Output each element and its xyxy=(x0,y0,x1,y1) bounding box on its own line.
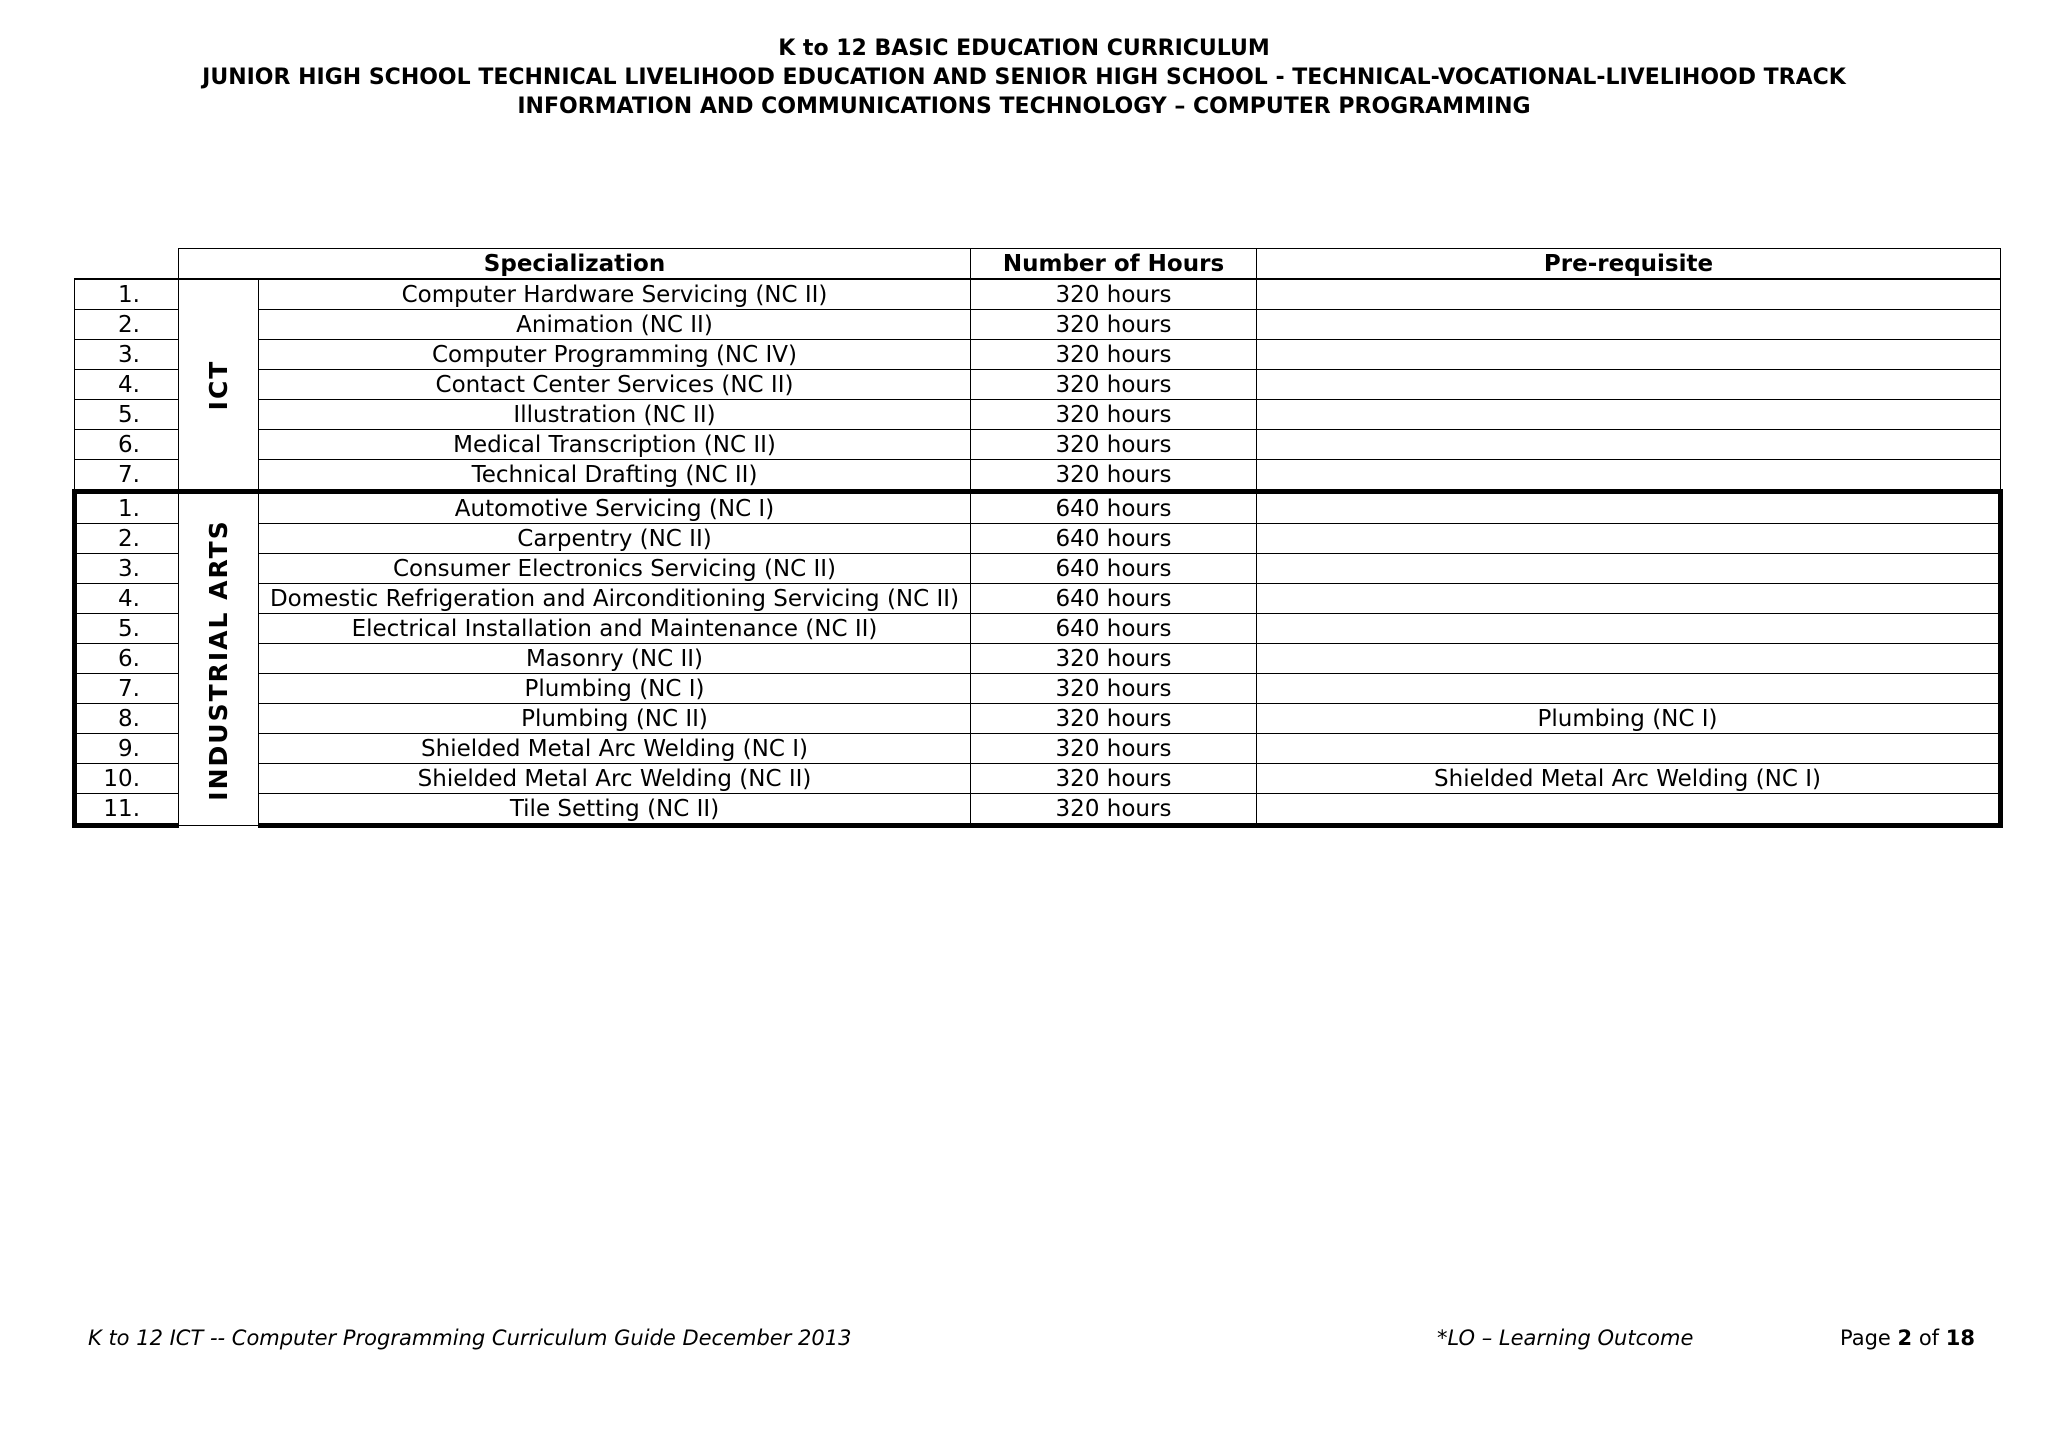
row-number: 1. xyxy=(75,492,179,524)
specialization-cell: Carpentry (NC II) xyxy=(259,524,971,554)
page-total: 18 xyxy=(1945,1326,1975,1350)
specialization-cell: Plumbing (NC II) xyxy=(259,704,971,734)
row-number: 7. xyxy=(75,674,179,704)
prerequisite-cell xyxy=(1257,430,2001,460)
group-label-ict xyxy=(179,279,259,492)
specialization-cell: Electrical Installation and Maintenance (NC II) xyxy=(259,614,971,644)
hours-cell: 640 hours xyxy=(971,554,1257,584)
prerequisite-cell: Plumbing (NC I) xyxy=(1257,704,2001,734)
table-row xyxy=(75,584,2001,614)
page-of: of xyxy=(1912,1326,1946,1350)
table-row xyxy=(75,734,2001,764)
row-number: 2. xyxy=(75,524,179,554)
prerequisite-cell xyxy=(1257,614,2001,644)
footer-page-number xyxy=(1840,1326,1975,1350)
row-number: 7. xyxy=(75,460,179,492)
hours-cell: 320 hours xyxy=(971,794,1257,826)
footer-guide-title: K to 12 ICT -- Computer Programming Curriculum Guide December 2013 xyxy=(88,1326,852,1350)
table-row xyxy=(75,430,2001,460)
table-row xyxy=(75,644,2001,674)
specialization-cell: Shielded Metal Arc Welding (NC I) xyxy=(259,734,971,764)
row-number: 3. xyxy=(75,340,179,370)
row-number: 3. xyxy=(75,554,179,584)
specialization-cell: Consumer Electronics Servicing (NC II) xyxy=(259,554,971,584)
table-row xyxy=(75,524,2001,554)
table-row xyxy=(75,340,2001,370)
group-label-text: ICT xyxy=(203,359,233,410)
header-blank-cell xyxy=(75,249,179,280)
table-row xyxy=(75,764,2001,794)
prerequisite-cell xyxy=(1257,492,2001,524)
specialization-cell: Medical Transcription (NC II) xyxy=(259,430,971,460)
hours-cell: 320 hours xyxy=(971,279,1257,310)
hours-cell: 320 hours xyxy=(971,460,1257,492)
specialization-cell: Masonry (NC II) xyxy=(259,644,971,674)
specialization-table xyxy=(72,248,2003,828)
table-header-row xyxy=(75,249,2001,280)
prerequisite-cell xyxy=(1257,584,2001,614)
prerequisite-cell xyxy=(1257,524,2001,554)
header-subtitle: JUNIOR HIGH SCHOOL TECHNICAL LIVELIHOOD EDUCATION AND SENIOR HIGH SCHOOL - TECHNICAL-VOCATIONAL-LIVELIHOOD TRACK xyxy=(202,65,1846,90)
hours-cell: 640 hours xyxy=(971,524,1257,554)
prerequisite-cell xyxy=(1257,460,2001,492)
row-number: 6. xyxy=(75,644,179,674)
hours-cell: 320 hours xyxy=(971,764,1257,794)
page-current: 2 xyxy=(1897,1326,1913,1350)
table-row xyxy=(75,460,2001,492)
prerequisite-cell xyxy=(1257,734,2001,764)
hours-cell: 640 hours xyxy=(971,492,1257,524)
row-number: 4. xyxy=(75,370,179,400)
column-header-specialization: Specialization xyxy=(179,249,971,280)
hours-cell: 320 hours xyxy=(971,644,1257,674)
prerequisite-cell xyxy=(1257,400,2001,430)
table-row xyxy=(75,279,2001,310)
row-number: 5. xyxy=(75,400,179,430)
page-prefix: Page xyxy=(1840,1326,1898,1350)
specialization-cell: Animation (NC II) xyxy=(259,310,971,340)
specialization-cell: Tile Setting (NC II) xyxy=(259,794,971,826)
row-number: 11. xyxy=(75,794,179,826)
prerequisite-cell xyxy=(1257,370,2001,400)
specialization-cell: Automotive Servicing (NC I) xyxy=(259,492,971,524)
row-number: 5. xyxy=(75,614,179,644)
table-row xyxy=(75,492,2001,524)
group-label-text: INDUSTRIAL ARTS xyxy=(203,518,233,801)
table-row xyxy=(75,554,2001,584)
prerequisite-cell xyxy=(1257,794,2001,826)
hours-cell: 320 hours xyxy=(971,370,1257,400)
row-number: 10. xyxy=(75,764,179,794)
table-row xyxy=(75,704,2001,734)
prerequisite-cell xyxy=(1257,310,2001,340)
table-row xyxy=(75,674,2001,704)
specialization-cell: Contact Center Services (NC II) xyxy=(259,370,971,400)
specialization-cell: Illustration (NC II) xyxy=(259,400,971,430)
table-body xyxy=(75,279,2001,826)
header-program: INFORMATION AND COMMUNICATIONS TECHNOLOGY – COMPUTER PROGRAMMING xyxy=(517,94,1531,119)
row-number: 9. xyxy=(75,734,179,764)
hours-cell: 320 hours xyxy=(971,430,1257,460)
table-row xyxy=(75,794,2001,826)
footer-lo-note: *LO – Learning Outcome xyxy=(1437,1326,1694,1350)
prerequisite-cell xyxy=(1257,279,2001,310)
hours-cell: 320 hours xyxy=(971,310,1257,340)
row-number: 2. xyxy=(75,310,179,340)
table-row xyxy=(75,614,2001,644)
row-number: 4. xyxy=(75,584,179,614)
hours-cell: 320 hours xyxy=(971,674,1257,704)
group-label-industrial-arts xyxy=(179,492,259,826)
column-header-prerequisite: Pre-requisite xyxy=(1257,249,2001,280)
prerequisite-cell xyxy=(1257,644,2001,674)
prerequisite-cell xyxy=(1257,340,2001,370)
row-number: 1. xyxy=(75,279,179,310)
specialization-cell: Computer Hardware Servicing (NC II) xyxy=(259,279,971,310)
prerequisite-cell xyxy=(1257,674,2001,704)
hours-cell: 640 hours xyxy=(971,584,1257,614)
row-number: 8. xyxy=(75,704,179,734)
hours-cell: 320 hours xyxy=(971,704,1257,734)
header-title: K to 12 BASIC EDUCATION CURRICULUM xyxy=(778,36,1270,61)
specialization-cell: Domestic Refrigeration and Airconditioning Servicing (NC II) xyxy=(259,584,971,614)
specialization-cell: Technical Drafting (NC II) xyxy=(259,460,971,492)
prerequisite-cell: Shielded Metal Arc Welding (NC I) xyxy=(1257,764,2001,794)
document-header xyxy=(0,34,2048,121)
prerequisite-cell xyxy=(1257,554,2001,584)
table-row xyxy=(75,310,2001,340)
table-row xyxy=(75,400,2001,430)
table-row xyxy=(75,370,2001,400)
row-number: 6. xyxy=(75,430,179,460)
column-header-hours: Number of Hours xyxy=(971,249,1257,280)
hours-cell: 320 hours xyxy=(971,734,1257,764)
specialization-cell: Shielded Metal Arc Welding (NC II) xyxy=(259,764,971,794)
specialization-cell: Computer Programming (NC IV) xyxy=(259,340,971,370)
specialization-cell: Plumbing (NC I) xyxy=(259,674,971,704)
hours-cell: 320 hours xyxy=(971,400,1257,430)
hours-cell: 320 hours xyxy=(971,340,1257,370)
hours-cell: 640 hours xyxy=(971,614,1257,644)
